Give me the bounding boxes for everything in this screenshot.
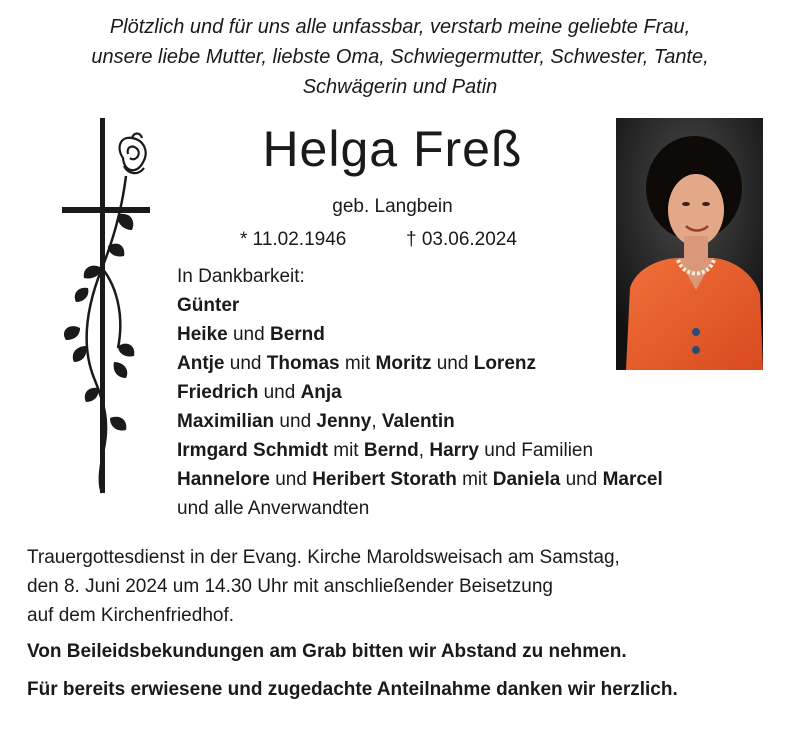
intro-line: unsere liebe Mutter, liebste Oma, Schwiegermutter, Schwester, Tante, bbox=[91, 46, 709, 68]
birth-date: * 11.02.1946 bbox=[240, 229, 347, 250]
mourner-row: Heike und Bernd bbox=[177, 324, 325, 345]
intro-line: Schwägerin und Patin bbox=[302, 76, 498, 98]
mourners-list bbox=[177, 262, 737, 523]
service-line: auf dem Kirchenfriedhof. bbox=[27, 605, 235, 626]
maiden-name: geb. Langbein bbox=[332, 196, 453, 217]
deceased-name: Helga Freß bbox=[262, 121, 523, 177]
mourner-row: Antje und Thomas mit Moritz und Lorenz bbox=[177, 353, 536, 374]
service-line: Trauergottesdienst in der Evang. Kirche Maroldsweisach am Samstag, bbox=[27, 547, 620, 568]
intro-line: Plötzlich und für uns alle unfassbar, verstarb meine geliebte Frau, bbox=[109, 16, 691, 38]
intro-text bbox=[0, 12, 800, 102]
mourner-row: und alle Anverwandten bbox=[177, 498, 370, 519]
cross-with-rose-icon bbox=[58, 118, 158, 496]
mourner-row: Irmgard Schmidt mit Bernd, Harry und Familien bbox=[177, 440, 594, 461]
mourner-row: Friedrich und Anja bbox=[177, 382, 342, 403]
funeral-service-info bbox=[27, 543, 767, 630]
condolence-request: Von Beileidsbekundungen am Grab bitten wir Abstand zu nehmen. bbox=[27, 641, 627, 662]
mourner-row: Hannelore und Heribert Storath mit Daniela und Marcel bbox=[177, 469, 663, 490]
death-date: † 03.06.2024 bbox=[406, 229, 517, 250]
thanks-note: Für bereits erwiesene und zugedachte Anteilnahme danken wir herzlich. bbox=[27, 679, 678, 700]
mourner-row: Maximilian und Jenny, Valentin bbox=[177, 411, 455, 432]
service-line: den 8. Juni 2024 um 14.30 Uhr mit anschließender Beisetzung bbox=[27, 576, 553, 597]
mourner-row: Günter bbox=[177, 295, 240, 316]
mourners-heading: In Dankbarkeit: bbox=[177, 266, 305, 287]
